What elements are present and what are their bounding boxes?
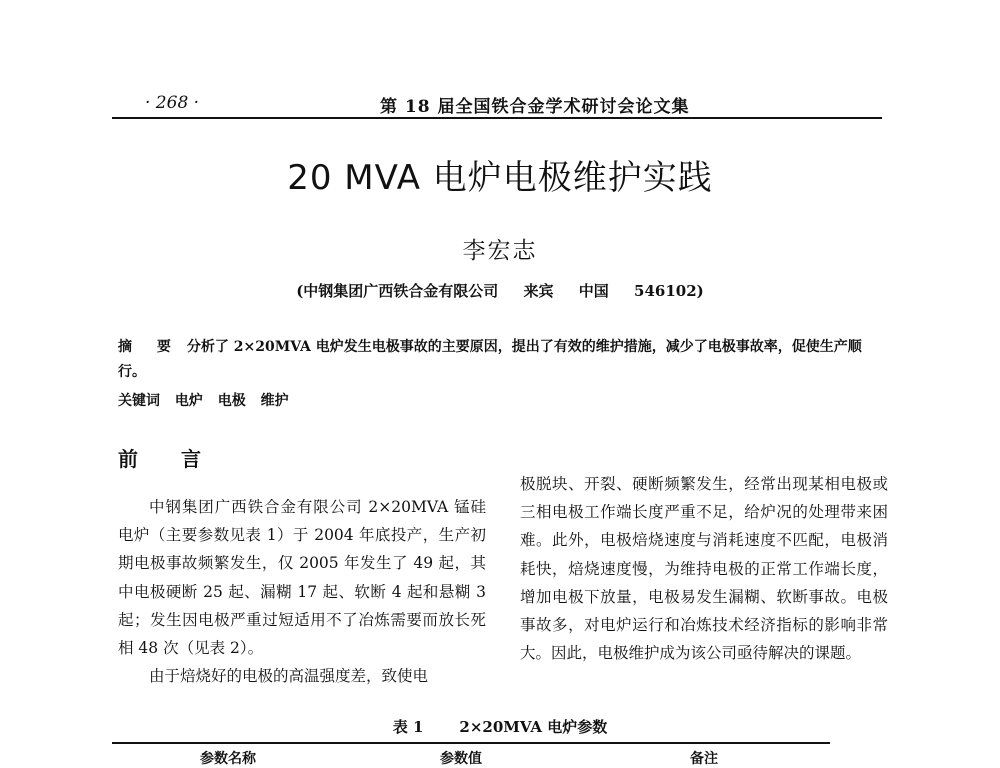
keywords-label: 关键词 (118, 393, 160, 409)
affiliation-postcode: 546102) (634, 282, 704, 300)
table-column-header: 备注 (690, 751, 718, 767)
abstract-text: 分析了 2×20MVA 电炉发生电极事故的主要原因，提出了有效的维护措施，减少了电极事故率，促使生产顺行。 (118, 339, 862, 380)
table-caption (0, 716, 1000, 737)
keywords (118, 390, 299, 410)
page-number: · 268 · (145, 93, 200, 113)
affiliation-city: 来宾 (523, 282, 554, 300)
running-header: 第 18 届全国铁合金学术研讨会论文集 (380, 97, 690, 117)
abstract-label: 摘 要 (118, 339, 181, 355)
affiliation-org: (中钢集团广西铁合金有限公司 (296, 282, 499, 300)
table-top-rule (112, 742, 830, 744)
paragraph: 由于焙烧好的电极的高温强度差，致使电 (149, 667, 429, 686)
keyword: 电极 (217, 393, 246, 409)
header-rule (112, 117, 882, 119)
paragraph: 中钢集团广西铁合金有限公司 2×20MVA 锰硅电炉（主要参数见表 1）于 2004 年底投产，生产初期电极事故频繁发生，仅 2005 年发生了 49 起，其中电极硬断 25 起、漏糊 17 起、软断 4 起和悬糊 3 起；发生因电极严重过短适用不了冶炼需要而放长死相 48 次（见表 2）。 (118, 498, 486, 658)
keyword: 电炉 (174, 393, 203, 409)
affiliation (0, 280, 1000, 301)
body-column-right (520, 470, 888, 667)
keyword: 维护 (260, 393, 289, 409)
table-label: 表 1 (392, 718, 424, 736)
table-column-header: 参数值 (440, 751, 482, 767)
section-heading: 前 言 (118, 447, 219, 471)
body-column-left (118, 493, 486, 690)
table-title: 2×20MVA 电炉参数 (459, 718, 608, 736)
paragraph: 极脱块、开裂、硬断频繁发生，经常出现某相电极或三相电极工作端长度严重不足，给炉况的处理带来困难。此外，电极焙烧速度与消耗速度不匹配，电极消耗快，焙烧速度慢，为维持电极的正常工作端长度，增加电极下放量，电极易发生漏糊、软断事故。电极事故多，对电炉运行和冶炼技术经济指标的影响非常大。因此，电极维护成为该公司亟待解决的课题。 (520, 475, 888, 663)
abstract (118, 335, 888, 385)
affiliation-country: 中国 (578, 282, 609, 300)
paper-title: 20 MVA 电炉电极维护实践 (287, 158, 713, 198)
author-name: 李宏志 (462, 238, 538, 264)
table-column-header: 参数名称 (200, 751, 256, 767)
